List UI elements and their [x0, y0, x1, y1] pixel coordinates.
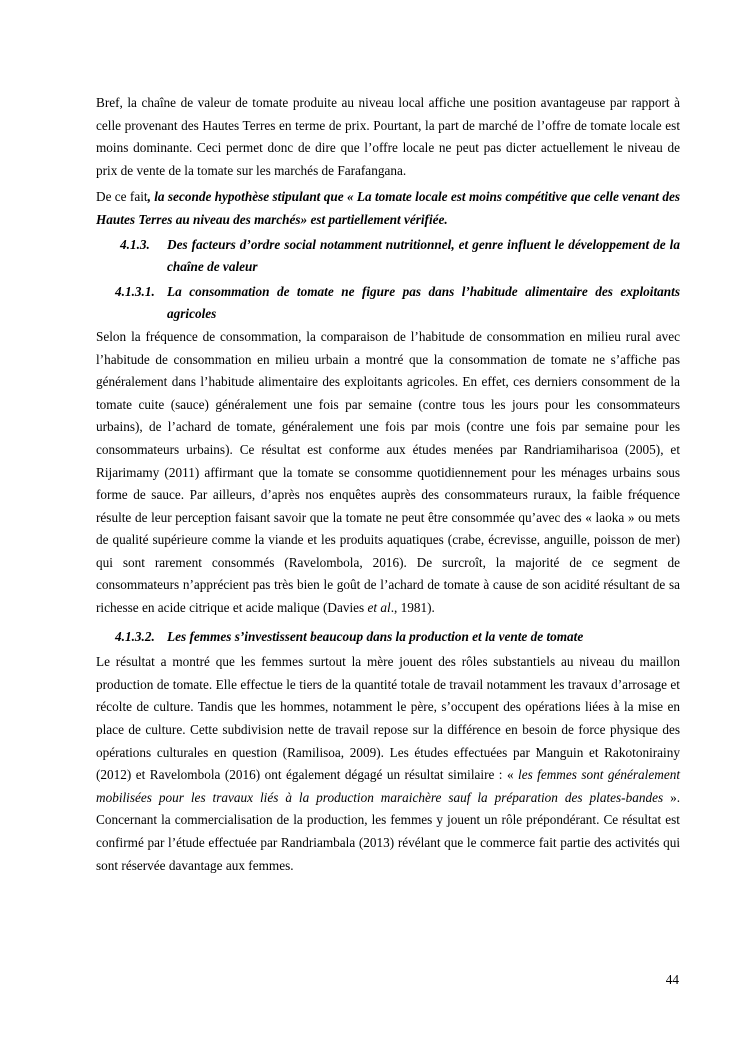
- heading-number: 4.1.3.: [120, 236, 150, 252]
- heading-title: Les femmes s’investissent beaucoup dans la production et la vente de tomate: [167, 628, 584, 644]
- hypothesis-statement: , la seconde hypothèse stipulant que « La tomate locale est moins compétitive que celle venant des Hautes Terres au niveau des marchés» est partiellement vérifiée.: [96, 189, 680, 227]
- heading-4-1-3-1: [96, 281, 680, 326]
- page-number: 44: [665, 972, 679, 987]
- paragraph-women-role: Le résultat a montré que les femmes surtout la mère jouent des rôles substantiels au niveau du maillon production de tomate. Elle effectue le tiers de la quantité totale de travail notamment les travaux d’arrosage et récolte de culture. Tandis que les hommes, notamment le père, s’occupent des opérations liées à la mise en place de culture. Cette subdivision nette de travail repose sur la différence en besoin de force physique des opérations culturales en question (Ramilisoa, 2009). Les études effectuées par Manguin et Rakotonirainy (2012) et Ravelombola (2016) ont également dégagé un résultat similaire : « les femmes sont généralement mobilisées pour les travaux liés à la production maraichère sauf la préparation des plates-bandes ». Concernant la commercialisation de la production, les femmes y jouent un rôle prépondérant. Ce résultat est confirmé par l’étude effectuée par Randriambala (2013) révélant que le commerce fait partie des activités qui sont réservée davantage aux femmes.: [96, 654, 681, 873]
- heading-number: 4.1.3.1.: [115, 283, 155, 299]
- document-page: [96, 92, 680, 877]
- heading-number: 4.1.3.2.: [115, 628, 155, 644]
- quote-italic: les femmes sont généralement mobilisées pour les travaux liés à la production maraichère sauf la préparation des plates-bandes: [96, 767, 681, 805]
- heading-4-1-3: [96, 234, 680, 279]
- heading-title: Des facteurs d’ordre social notamment nutritionnel, et genre influent le développement de la chaîne de valeur: [167, 236, 680, 275]
- hypothesis-lead: De ce fait: [96, 189, 148, 205]
- heading-4-1-3-2: [96, 626, 680, 649]
- paragraph-hypothesis: [96, 186, 680, 231]
- paragraph-price-conclusion: Bref, la chaîne de valeur de tomate produite au niveau local affiche une position avantageuse par rapport à celle provenant des Hautes Terres en terme de prix. Pourtant, la part de marché de l’offre de tomate locale est moins dominante. Ceci permet donc de dire que l’offre locale ne peut pas dicter actuellement le niveau de prix de vente de la tomate sur les marchés de Farafangana.: [96, 95, 680, 178]
- citation-et-al: et al: [367, 600, 391, 616]
- heading-title: La consommation de tomate ne figure pas dans l’habitude alimentaire des exploitants agricoles: [167, 283, 680, 322]
- paragraph-consumption: Selon la fréquence de consommation, la comparaison de l’habitude de consommation en milieu rural avec l’habitude de consommation en milieu urbain a montré que la consommation de tomate ne s’affiche pas généralement dans l’habitude alimentaire des exploitants agricoles. En effet, ces derniers consomment de la tomate cuite (sauce) généralement une fois par semaine (contre tous les jours pour les consommateurs urbains), de l’achard de tomate, généralement une fois par mois (contre une fois par semaine pour les consommateurs urbains). Ce résultat est conforme aux études menées par Randriamiharisoa (2005), et Rijarimamy (2011) affirmant que la tomate se consomme quotidiennement pour les ménages urbains sous forme de sauce. Par ailleurs, d’après nos enquêtes auprès des consommateurs ruraux, la faible fréquence résulte de leur perception faisant savoir que la tomate ne peut être consommée qu’avec des « laoka » ou mets de qualité supérieure comme la viande et les produits aquatiques (crabe, écrevisse, anguille, poisson de mer) qui sont rarement consommés (Ravelombola, 2016). De surcroît, la majorité de ce segment de consommateurs n’apprécient pas très bien le goût de l’achard de tomate à cause de son acidité résultant de sa richesse en acide citrique et acide malique (Davies et al., 1981).: [96, 328, 680, 616]
